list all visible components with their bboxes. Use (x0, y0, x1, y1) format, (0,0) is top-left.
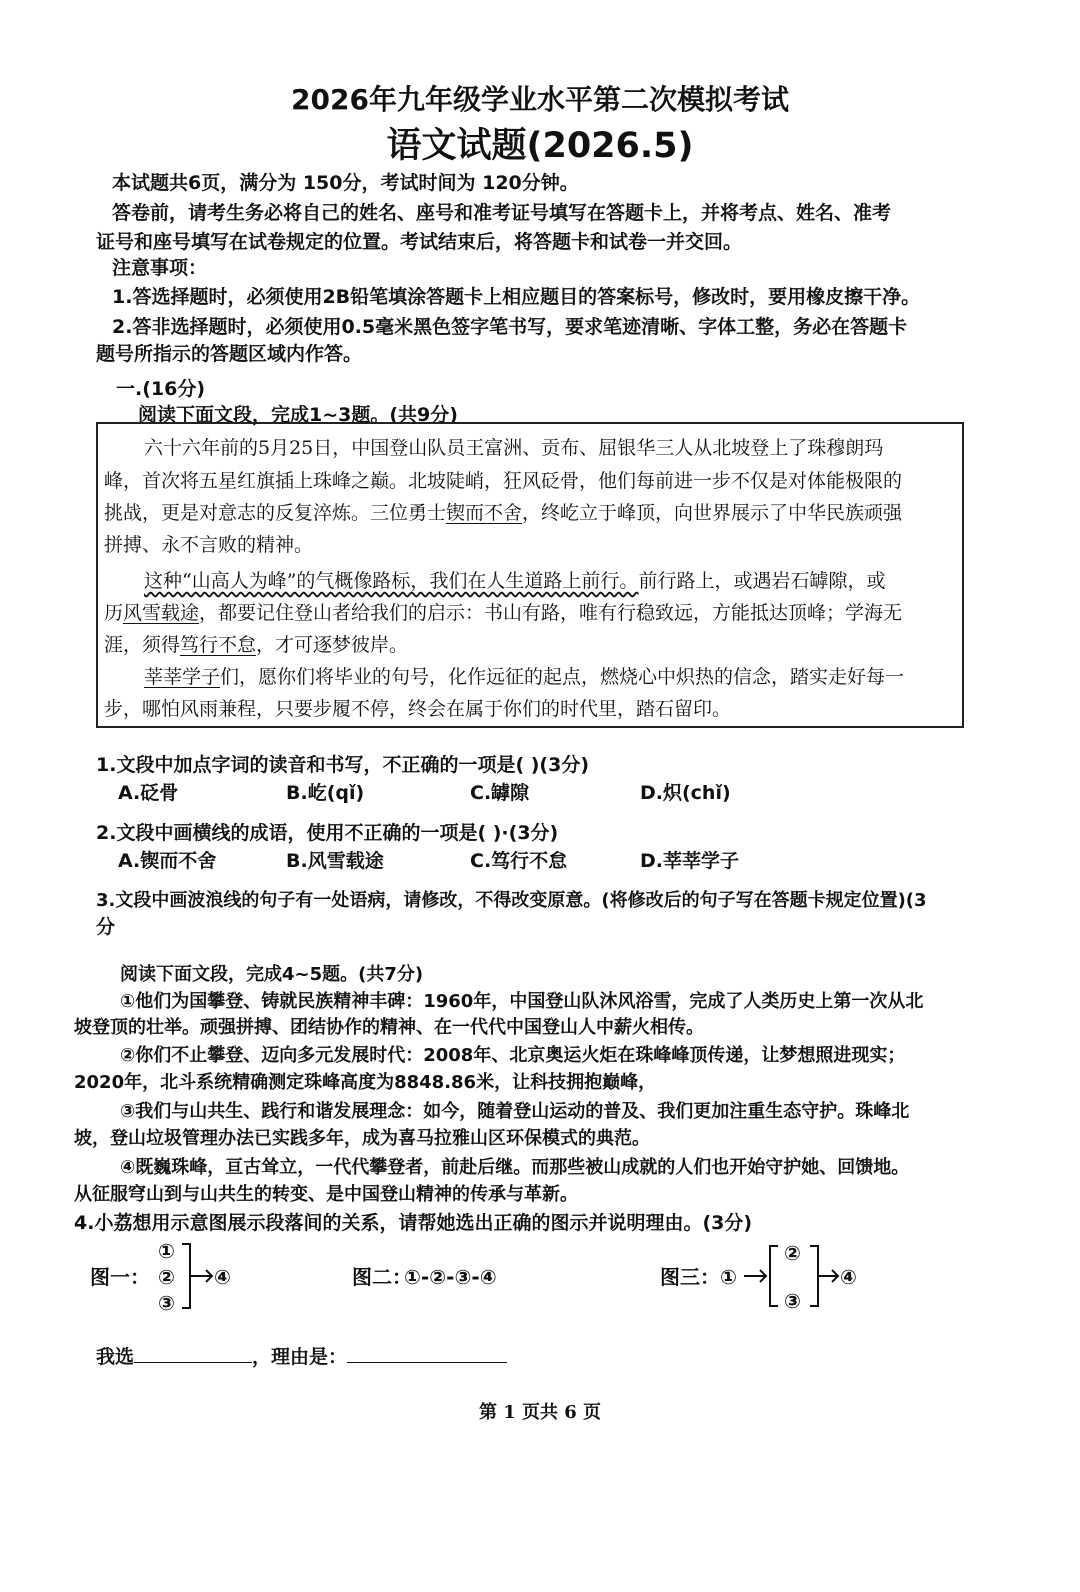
passage-text: 们，愿你们将毕业的句号，化作远征的起点，燃烧心中炽热的信念，踏实走好每一 (220, 666, 905, 688)
figure-1-node-1: ① (158, 1239, 175, 1263)
passage-line: 步，哪怕风雨兼程，只要步履不停，终会在属于你们的时代里，踏石留印。 (104, 698, 732, 720)
figure-1-arrow (190, 1270, 212, 1282)
passage-line (104, 598, 902, 625)
passage-line: 峰，首次将五星红旗插上珠峰之巅。北坡陡峭，狂风砭骨，他们每前进一步不仅是对体能极限的 (104, 470, 903, 492)
q1-option-b[interactable]: B.屹(qǐ) (286, 782, 365, 804)
q2-option-a[interactable]: A.锲而不舍 (118, 850, 217, 872)
exam-subtitle: 语文试题(2026.5) (386, 126, 694, 166)
figure-3-label: 图三： (660, 1265, 720, 1289)
q2-option-c[interactable]: C.笃行不怠 (470, 850, 568, 872)
paragraph-1b: 坡登顶的壮举。顽强拼搏、团结协作的精神、在一代代中国登山人中薪火相传。 (74, 1017, 704, 1038)
question-2-stem: 2.文段中画横线的成语，使用不正确的一项是( )·(3分) (96, 822, 559, 844)
passage-text: 涯，须得 (104, 634, 181, 656)
figure-1-node-3: ③ (158, 1291, 175, 1315)
passage-line (104, 498, 902, 525)
paragraph-2a: ②你们不止攀登、迈向多元发展时代：2008年、北京奥运火炬在珠峰峰顶传递，让梦想照进现实； (120, 1045, 906, 1066)
wavy-sentence: 这种“山高人为峰”的气概像路标，我们在人生道路上前行。 (144, 570, 639, 592)
underlined-idiom: 笃行不怠 (180, 634, 257, 656)
reading-intro-2: 阅读下面文段，完成4~5题。(共7分) (120, 964, 424, 985)
passage-text: 历 (104, 602, 124, 624)
instruction-line-1: 本试题共6页，满分为 150分，考试时间为 120分钟。 (112, 172, 579, 194)
figure-1-label: 图一： (90, 1265, 150, 1289)
passage-line: 六十六年前的5月25日，中国登山队员王富洲、贡布、屈银华三人从北坡登上了珠穆朗玛 (144, 437, 884, 459)
notes-label: 注意事项： (112, 257, 208, 279)
figure-1-node-4: ④ (214, 1265, 231, 1289)
q1-option-a[interactable]: A.砭骨 (118, 782, 179, 804)
exam-title: 2026年九年级学业水平第二次模拟考试 (291, 83, 789, 116)
figure-1-bracket (182, 1244, 190, 1308)
question-4-stem: 4.小荔想用示意图展示段落间的关系，请帮她选出正确的图示并说明理由。(3分) (74, 1212, 753, 1234)
figure-2-diagram (352, 1236, 552, 1316)
figure-3-node-2: ② (784, 1241, 801, 1265)
answer-choose-label: 我选 (96, 1346, 135, 1368)
figure-3-right-bracket (810, 1246, 818, 1306)
figure-1-diagram (90, 1236, 270, 1316)
figure-3-arrow-out (818, 1270, 838, 1282)
reason-blank[interactable] (347, 1344, 507, 1363)
figure-3-node-3: ③ (784, 1289, 801, 1313)
passage-line: 拼搏、永不言败的精神。 (104, 534, 314, 556)
paragraph-1a: ①他们为国攀登、铸就民族精神丰碑：1960年，中国登山队沐风浴雪，完成了人类历史上第一次从北 (120, 991, 924, 1012)
q2-option-d[interactable]: D.莘莘学子 (640, 850, 739, 872)
passage-line (144, 662, 904, 689)
answer-line (96, 1342, 507, 1369)
page-number: 第 1 页共 6 页 (478, 1402, 602, 1423)
figure-1-node-2: ② (158, 1265, 175, 1289)
passage-text: ，都要记住登山者给我们的启示：书山有路，唯有行稳致远，方能抵达顶峰；学海无 (199, 602, 903, 624)
paragraph-4b: 从征服穹山到与山共生的转变、是中国登山精神的传承与革新。 (74, 1184, 578, 1205)
figure-2-label: 图二： (352, 1265, 412, 1289)
paragraph-4a: ④既巍珠峰，亘古耸立，一代代攀登者，前赴后继。而那些被山成就的人们也开始守护她、回馈地。 (120, 1157, 910, 1178)
question-3-stem: 3.文段中画波浪线的句子有一处语病，请修改，不得改变原意。(将修改后的句子写在答题卡规定位置)(3 (96, 890, 927, 911)
instruction-line-2a: 答卷前，请考生务必将自己的姓名、座号和准考证号填写在答题卡上，并将考点、姓名、准考 (112, 202, 892, 224)
passage-text: 前行路上，或遇岩石罅隙，或 (638, 570, 886, 592)
passage-text: ，才可逐梦彼岸。 (256, 634, 409, 656)
figure-3-diagram (660, 1236, 890, 1316)
passage-line (144, 566, 885, 593)
figure-3-left-bracket (770, 1246, 778, 1306)
answer-reason-label: ，理由是： (252, 1346, 348, 1368)
note-1: 1.答选择题时，必须使用2B铅笔填涂答题卡上相应题目的答案标号，修改时，要用橡皮擦干净。 (112, 286, 921, 308)
paragraph-3b: 坡，登山垃圾管理办法已实践多年，成为喜马拉雅山区环保模式的典范。 (74, 1128, 650, 1149)
question-3-stem-end: 分 (96, 916, 116, 938)
reading-intro-1: 阅读下面文段，完成1~3题。(共9分) (138, 404, 458, 426)
passage-line (104, 630, 408, 657)
figure-3-arrow-in (744, 1270, 766, 1282)
paragraph-2b: 2020年，北斗系统精确测定珠峰高度为8848.86米，让科技拥抱巅峰， (74, 1072, 657, 1093)
paragraph-3a: ③我们与山共生、践行和谐发展理念：如今，随着登山运动的普及、我们更加注重生态守护。珠峰北 (120, 1101, 910, 1122)
figure-choice-blank[interactable] (134, 1344, 252, 1363)
passage-text: ，终屹立于峰顶，向世界展示了中华民族顽强 (522, 502, 903, 524)
question-1-stem: 1.文段中加点字词的读音和书写，不正确的一项是( )(3分) (96, 754, 590, 776)
q1-option-c[interactable]: C.罅隙 (470, 782, 530, 804)
underlined-idiom: 锲而不舍 (446, 502, 523, 524)
figure-2-chain: ①-②-③-④ (404, 1265, 497, 1289)
figure-3-node-4: ④ (840, 1265, 857, 1289)
figure-3-node-1: ① (720, 1265, 737, 1289)
note-2a: 2.答非选择题时，必须使用0.5毫米黑色签字笔书写，要求笔迹清晰、字体工整，务必在答题卡 (112, 316, 908, 338)
underlined-idiom: 莘莘学子 (144, 666, 221, 688)
note-2b: 题号所指示的答题区域内作答。 (96, 343, 363, 365)
q2-option-b[interactable]: B.风雪载途 (286, 850, 384, 872)
q1-option-d[interactable]: D.炽(chǐ) (640, 782, 731, 804)
passage-text: 挑战，更是对意志的反复淬炼。三位勇士 (104, 502, 447, 524)
section-heading: 一.(16分) (116, 378, 206, 400)
underlined-idiom: 风雪载途 (123, 602, 200, 624)
instruction-line-2b: 证号和座号填写在试卷规定的位置。考试结束后，将答题卡和试卷一并交回。 (96, 231, 743, 253)
